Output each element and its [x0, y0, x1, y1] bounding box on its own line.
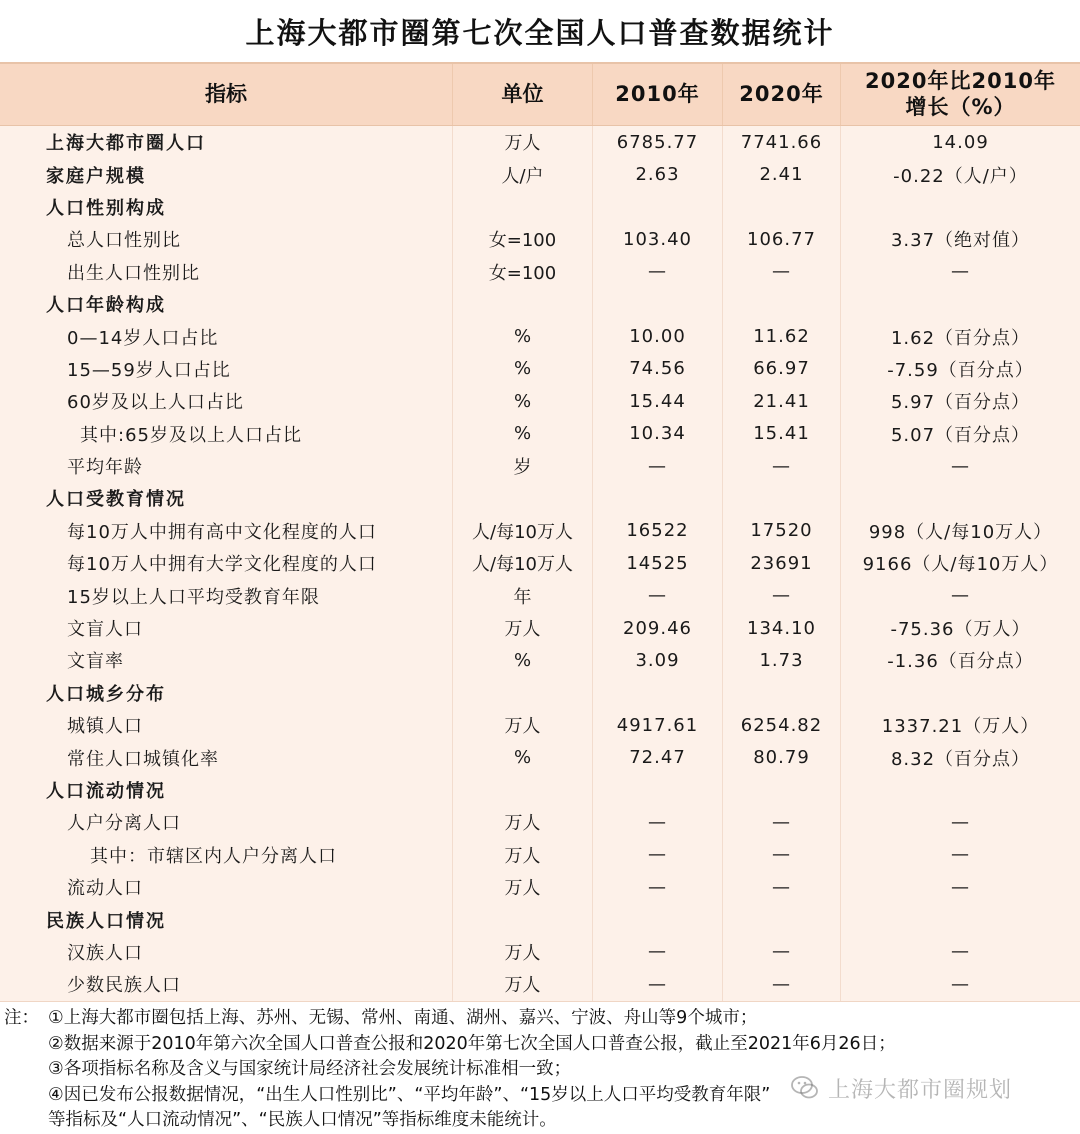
table-row	[0, 288, 1080, 320]
row-growth	[841, 903, 1080, 935]
row-growth: 5.07（百分点）	[890, 424, 1031, 446]
table-row	[0, 482, 1080, 514]
row-name: 人口流动情况	[0, 774, 453, 806]
row-2010: 4917.61	[593, 709, 723, 741]
header-growth	[841, 64, 1080, 125]
row-2020: —	[723, 839, 841, 871]
row-2020: 2.41	[723, 158, 841, 190]
row-2020: 15.41	[723, 418, 841, 450]
row-2020: —	[723, 871, 841, 903]
row-name: 15岁以上人口平均受教育年限	[0, 579, 453, 611]
row-name: 上海大都市圈人口	[0, 126, 453, 158]
row-2020: —	[723, 450, 841, 482]
row-name: 出生人口性别比	[0, 256, 453, 288]
row-2020: —	[723, 256, 841, 288]
row-2010: 14525	[593, 547, 723, 579]
row-name: 其中:65岁及以上人口占比	[0, 418, 453, 450]
row-name: 人口受教育情况	[0, 482, 453, 514]
header-unit: 单位	[453, 64, 593, 125]
table-row	[0, 353, 1080, 385]
wechat-icon	[790, 1073, 820, 1103]
row-2020: —	[723, 968, 841, 1000]
row-growth: —	[951, 455, 970, 477]
note-text: ③各项指标名称及含义与国家统计局经济社会发展统计标准相一致；	[48, 1059, 572, 1079]
row-growth	[841, 191, 1080, 223]
row-name: 常住人口城镇化率	[0, 741, 453, 773]
row-2020	[723, 903, 841, 935]
row-name: 总人口性别比	[0, 223, 453, 255]
row-name: 60岁及以上人口占比	[0, 385, 453, 417]
row-unit: 人/户	[453, 158, 593, 190]
table-row	[0, 936, 1080, 968]
row-growth: 5.97（百分点）	[890, 392, 1031, 414]
row-2020	[723, 288, 841, 320]
row-growth: 3.37（绝对值）	[890, 230, 1031, 252]
table-header	[0, 62, 1080, 126]
row-growth: —	[951, 844, 970, 866]
row-2010: —	[593, 839, 723, 871]
row-2010	[593, 677, 723, 709]
table-row	[0, 644, 1080, 676]
row-unit	[453, 774, 593, 806]
row-growth: -1.36（百分点）	[887, 651, 1034, 673]
row-growth: -7.59（百分点）	[887, 359, 1034, 381]
row-growth: 1.62（百分点）	[890, 327, 1031, 349]
row-growth: 998（人/每10万人）	[868, 521, 1053, 543]
header-indicator: 指标	[0, 64, 453, 125]
row-growth	[841, 774, 1080, 806]
row-2020	[723, 774, 841, 806]
note-text: ④因已发布公报数据情况，“出生人口性别比”、“平均年龄”、“15岁以上人口平均受教育年限”	[48, 1084, 771, 1105]
row-2010: —	[593, 579, 723, 611]
row-name: 人口城乡分布	[0, 677, 453, 709]
table-row	[0, 515, 1080, 547]
row-2020: 66.97	[723, 353, 841, 385]
row-growth: —	[951, 941, 970, 963]
row-unit: 万人	[453, 968, 593, 1000]
row-2010: —	[593, 936, 723, 968]
row-unit	[453, 903, 593, 935]
row-unit: 万人	[453, 871, 593, 903]
row-name: 人口性别构成	[0, 191, 453, 223]
row-name: 每10万人中拥有高中文化程度的人口	[0, 515, 453, 547]
row-2020: 7741.66	[723, 126, 841, 158]
row-2010: 209.46	[593, 612, 723, 644]
row-name: 少数民族人口	[0, 968, 453, 1000]
row-2010: —	[593, 806, 723, 838]
table-row	[0, 450, 1080, 482]
row-unit: %	[453, 418, 593, 450]
row-unit	[453, 288, 593, 320]
row-2010: 10.34	[593, 418, 723, 450]
row-growth: -75.36（万人）	[890, 619, 1031, 641]
page-title: 上海大都市圈第七次全国人口普查数据统计	[245, 15, 835, 50]
table-row	[0, 418, 1080, 450]
row-2010: 10.00	[593, 320, 723, 352]
row-growth	[841, 288, 1080, 320]
row-2020: 11.62	[723, 320, 841, 352]
row-2010: —	[593, 871, 723, 903]
table-row	[0, 903, 1080, 935]
notes-label: 注：	[4, 1008, 39, 1028]
row-unit: %	[453, 385, 593, 417]
table-row	[0, 741, 1080, 773]
row-name: 民族人口情况	[0, 903, 453, 935]
table-row	[0, 223, 1080, 255]
row-growth	[841, 677, 1080, 709]
row-growth: -0.22（人/户）	[893, 165, 1028, 187]
table-row	[0, 839, 1080, 871]
row-growth: 8.32（百分点）	[890, 748, 1031, 770]
row-2020: 17520	[723, 515, 841, 547]
note-line	[4, 1108, 1080, 1134]
table-row	[0, 256, 1080, 288]
header-growth-line2: 增长（%）	[905, 94, 1016, 119]
row-2020: 6254.82	[723, 709, 841, 741]
row-2020	[723, 482, 841, 514]
row-name: 家庭户规模	[0, 158, 453, 190]
row-2010: —	[593, 256, 723, 288]
row-2020	[723, 677, 841, 709]
table-row	[0, 158, 1080, 190]
row-unit	[453, 191, 593, 223]
row-2020: 106.77	[723, 223, 841, 255]
row-name: 每10万人中拥有大学文化程度的人口	[0, 547, 453, 579]
row-2010: 72.47	[593, 741, 723, 773]
row-2010	[593, 774, 723, 806]
row-2010	[593, 288, 723, 320]
row-unit: %	[453, 644, 593, 676]
table-row	[0, 871, 1080, 903]
row-growth: —	[951, 876, 970, 898]
watermark	[790, 1070, 1012, 1106]
table-row	[0, 191, 1080, 223]
row-2010: 16522	[593, 515, 723, 547]
row-2020: 23691	[723, 547, 841, 579]
row-unit: 万人	[453, 806, 593, 838]
watermark-text: 上海大都市圈规划	[828, 1077, 1013, 1103]
row-2020: 134.10	[723, 612, 841, 644]
row-unit: 岁	[453, 450, 593, 482]
row-name: 0—14岁人口占比	[0, 320, 453, 352]
row-unit: 人/每10万人	[453, 547, 593, 579]
table-row	[0, 579, 1080, 611]
row-2010: 15.44	[593, 385, 723, 417]
table-row	[0, 677, 1080, 709]
row-2010: —	[593, 450, 723, 482]
row-name: 15—59岁人口占比	[0, 353, 453, 385]
row-2010	[593, 191, 723, 223]
row-unit: 万人	[453, 612, 593, 644]
row-2010: 2.63	[593, 158, 723, 190]
row-unit: 年	[453, 579, 593, 611]
row-unit: 万人	[453, 126, 593, 158]
table-row	[0, 806, 1080, 838]
row-unit: %	[453, 741, 593, 773]
row-growth: 14.09	[932, 131, 989, 153]
row-unit	[453, 482, 593, 514]
row-name: 文盲人口	[0, 612, 453, 644]
row-growth: —	[951, 811, 970, 833]
row-unit: 女=100	[453, 256, 593, 288]
row-2020: 80.79	[723, 741, 841, 773]
row-growth: 9166（人/每10万人）	[862, 554, 1059, 576]
row-unit: 万人	[453, 936, 593, 968]
row-2020	[723, 191, 841, 223]
row-2010	[593, 903, 723, 935]
table-body	[0, 126, 1080, 1002]
note-text: ①上海大都市圈包括上海、苏州、无锡、常州、南通、湖州、嘉兴、宁波、舟山等9个城市；	[48, 1008, 758, 1028]
table-row	[0, 774, 1080, 806]
table-row	[0, 547, 1080, 579]
row-growth	[841, 482, 1080, 514]
row-growth: —	[951, 261, 970, 283]
notes	[0, 1000, 1080, 1134]
row-2020: —	[723, 579, 841, 611]
population-table	[0, 62, 1080, 1002]
row-name: 人户分离人口	[0, 806, 453, 838]
header-2010: 2010年	[593, 64, 723, 125]
row-unit: 人/每10万人	[453, 515, 593, 547]
row-name: 城镇人口	[0, 709, 453, 741]
row-name: 其中：市辖区内人户分离人口	[0, 839, 453, 871]
row-2010: 6785.77	[593, 126, 723, 158]
row-2020: —	[723, 936, 841, 968]
row-unit: %	[453, 353, 593, 385]
row-2010: —	[593, 968, 723, 1000]
note-text: 等指标及“人口流动情况”、“民族人口情况”等指标维度未能统计。	[48, 1110, 557, 1130]
row-2020: 21.41	[723, 385, 841, 417]
table-row	[0, 126, 1080, 158]
row-name: 汉族人口	[0, 936, 453, 968]
row-growth: —	[951, 585, 970, 607]
row-unit: 万人	[453, 839, 593, 871]
row-unit: %	[453, 320, 593, 352]
row-2010: 74.56	[593, 353, 723, 385]
row-2010: 103.40	[593, 223, 723, 255]
row-growth: 1337.21（万人）	[881, 716, 1040, 738]
row-unit	[453, 677, 593, 709]
table-row	[0, 709, 1080, 741]
row-name: 文盲率	[0, 644, 453, 676]
row-2020: 1.73	[723, 644, 841, 676]
note-line	[4, 1006, 1080, 1032]
table-row	[0, 385, 1080, 417]
row-name: 人口年龄构成	[0, 288, 453, 320]
header-growth-line1: 2020年比2010年	[865, 69, 1056, 94]
note-line	[4, 1032, 1080, 1058]
row-2020: —	[723, 806, 841, 838]
row-name: 平均年龄	[0, 450, 453, 482]
header-2020: 2020年	[723, 64, 841, 125]
row-unit: 万人	[453, 709, 593, 741]
row-growth: —	[951, 973, 970, 995]
row-name: 流动人口	[0, 871, 453, 903]
table-row	[0, 320, 1080, 352]
row-2010	[593, 482, 723, 514]
row-2010: 3.09	[593, 644, 723, 676]
row-unit: 女=100	[453, 223, 593, 255]
table-row	[0, 612, 1080, 644]
note-text: ②数据来源于2010年第六次全国人口普查公报和2020年第七次全国人口普查公报，截止至2021年6月26日；	[48, 1033, 896, 1054]
table-row	[0, 968, 1080, 1000]
